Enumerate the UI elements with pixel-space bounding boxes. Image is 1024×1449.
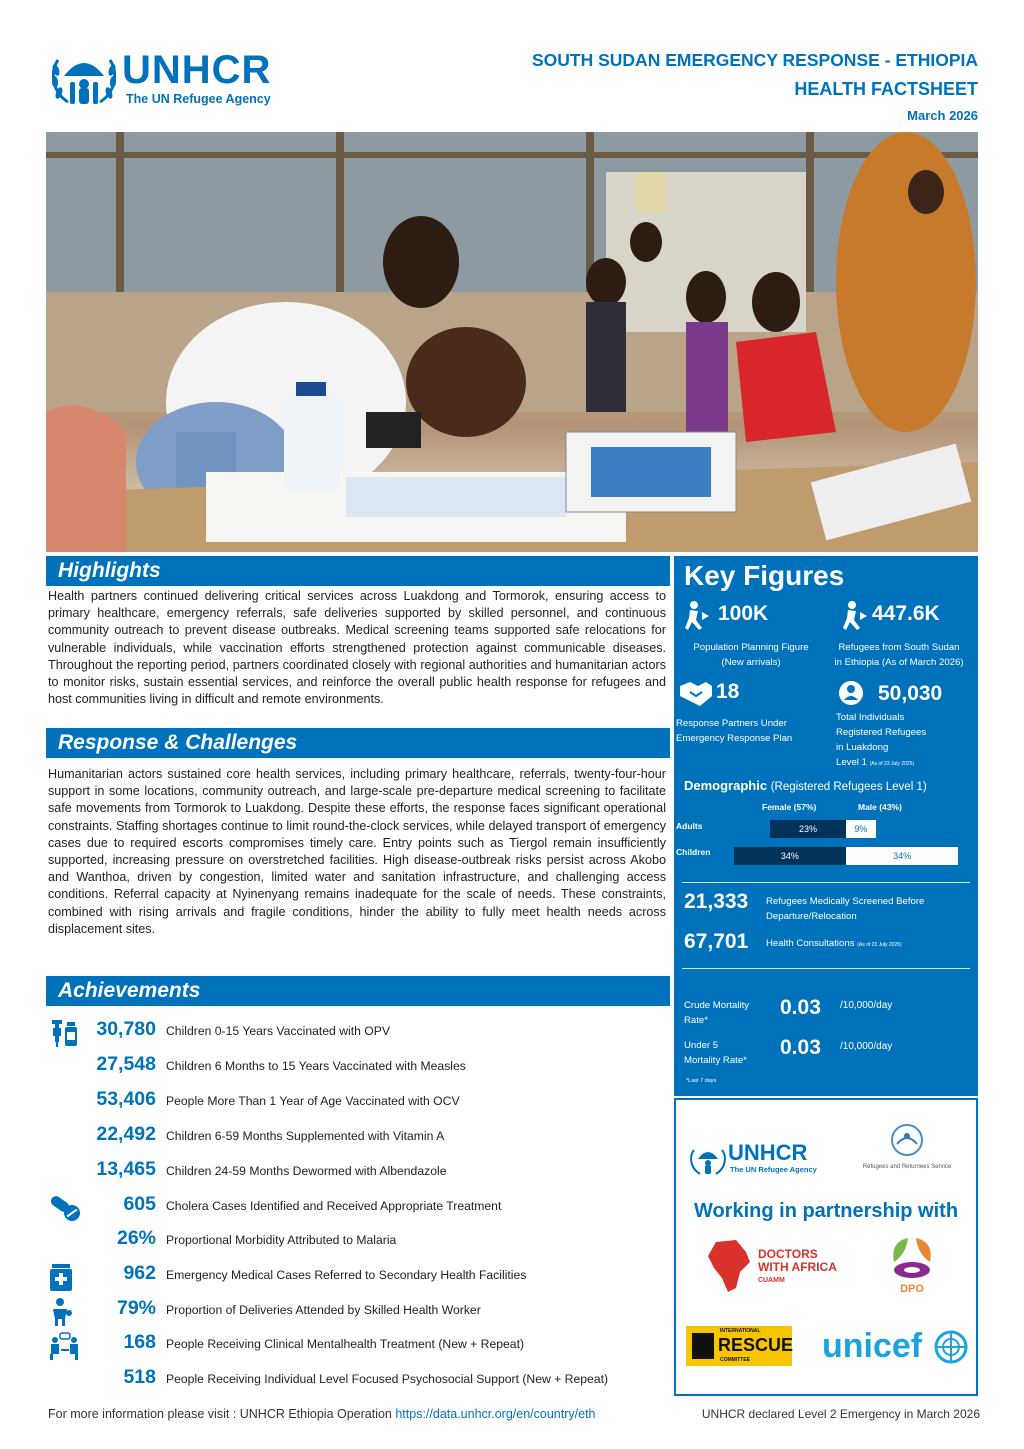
demographic-subheading: (Registered Refugees Level 1) [770, 781, 927, 793]
document-date: March 2026 [907, 108, 978, 123]
refugees-in-ethiopia-label [820, 640, 978, 670]
under5-mortality-value: 0.03 [780, 1036, 821, 1059]
achievement-label: People Receiving Clinical Mentalhealth Treatment (New + Repeat) [166, 1337, 525, 1351]
irc-small-text2: COMMITTEE [720, 1357, 750, 1363]
screened-label-line1: Refugees Medically Screened Before [766, 896, 925, 907]
achievement-item [46, 1191, 670, 1225]
africa-map-icon [706, 1238, 752, 1294]
unhcr-logo [48, 46, 298, 110]
achievement-item [46, 1295, 670, 1329]
footer-emergency-note: UNHCR declared Level 2 Emergency in March 2026 [701, 1407, 980, 1421]
document-header [532, 48, 978, 126]
under5-mortality-unit: /10,000/day [840, 1041, 893, 1052]
registered-label-line1: Total Individuals [836, 712, 905, 723]
achievement-label: Proportional Morbidity Attributed to Malaria [166, 1233, 397, 1247]
irc-small-text: INTERNATIONAL [720, 1328, 761, 1334]
planning-figure-value: 100K [718, 602, 769, 625]
document-title: SOUTH SUDAN EMERGENCY RESPONSE - ETHIOPIA [532, 50, 978, 70]
screened-value: 21,333 [684, 890, 749, 913]
dpo-emblem-icon [886, 1234, 938, 1282]
partners-panel [674, 1098, 978, 1396]
achievement-label: Proportion of Deliveries Attended by Skilled Health Worker [166, 1303, 481, 1317]
planning-figure-label [676, 640, 826, 670]
key-figures-title: Key Figures [684, 560, 845, 591]
planning-figure-label-line2: (New arrivals) [721, 657, 781, 668]
achievement-label: Children 6 Months to 15 Years Vaccinated with Measles [166, 1059, 466, 1073]
irc-text: RESCUE [718, 1335, 794, 1355]
footer-info [48, 1407, 596, 1421]
handshake-icon [678, 678, 714, 708]
demographic-title [684, 778, 927, 793]
registered-refugees-label [836, 710, 978, 772]
response-text: Humanitarian actors sustained core health services, including primary healthcare, referrals, twenty-four-hour support in some locations, community outreach, and large-scale pre-departure medical screening to facilitate safe movements from Tormorok to Luakdong. Despite these efforts, the response faces significant operational constraints. Staffing shortages continue to limit round-the-clock services, while delayed transport of emergency cases due to required escorts compromises timely care. Entry points such as Tiergol remain insufficiently supported, increasing pressure on overstretched facilities. High disease-outbreak risks persist across Akobo and Wanthoa, driven by congestion, limited water and sanitation infrastructure, and challenging access conditions. Referral capacity at Nyinenyang remains inadequate for the scale of needs. These constraints, combined with rising arrivals and fragile conditions, hinder the ability to fully meet health needs across displacement sites. [48, 767, 666, 936]
registered-label-line4 [836, 755, 978, 772]
achievements-header: Achievements [46, 976, 670, 1006]
irc-mark-icon [692, 1333, 714, 1359]
achievement-item [46, 1051, 670, 1085]
refugees-label-line2: in Ethiopia (As of March 2026) [834, 657, 964, 668]
achievement-item [46, 1260, 670, 1294]
highlights-text: Health partners continued delivering critical services across Luakdong and Tormorok, ensuring access to primary healthcare, emergency referrals, safe deliveries supported by skilled personnel, and continuous community outreach to prevent disease outbreaks. Medical screening teams supported safe relocations for vulnerable individuals, while vaccination efforts strengthened protection against communicable diseases. Throughout the reporting period, partners coordinated closely with regional authorities and humanitarian actors to monitor risks, sustain essential services, and reinforce the overall public health response for refugees and host communities living in difficult and remote environments. [48, 589, 666, 707]
achievement-label: Children 0-15 Years Vaccinated with OPV [166, 1024, 391, 1038]
cuamm-logo [706, 1238, 846, 1294]
crude-mortality-unit: /10,000/day [840, 1000, 893, 1011]
partners-label-line1: Response Partners Under [676, 718, 787, 729]
demographic-heading: Demographic [684, 778, 768, 793]
achievement-value: 27,548 [96, 1053, 156, 1075]
consultations-note: (As of 23 July 2025) [857, 942, 902, 948]
unhcr-name: UNHCR [122, 48, 272, 92]
crude-mortality-label-line2: Rate* [684, 1015, 708, 1026]
dpo-text: DPO [900, 1283, 924, 1295]
unhcr-partner-sub: The UN Refugee Agency [730, 1165, 817, 1174]
unhcr-partner-name: UNHCR [728, 1140, 808, 1165]
unicef-emblem-icon [934, 1330, 968, 1364]
crude-mortality-value: 0.03 [780, 996, 821, 1019]
document-subtitle: HEALTH FACTSHEET [794, 79, 978, 99]
crude-mortality-label [684, 998, 774, 1028]
screened-label-line2: Departure/Relocation [766, 911, 857, 922]
achievement-item [46, 1156, 670, 1190]
consultations-label-text: Health Consultations [766, 938, 855, 949]
registered-label-line3: in Luakdong [836, 742, 889, 753]
screened-label [766, 894, 966, 924]
cover-photo-illustration [46, 132, 978, 552]
divider [682, 882, 970, 883]
male-legend: Male (43%) [858, 802, 902, 812]
running-person-icon [676, 600, 710, 632]
irc-logo [686, 1326, 792, 1366]
unhcr-subtitle: The UN Refugee Agency [126, 92, 271, 106]
planning-figure-label-line1: Population Planning Figure [693, 642, 809, 653]
counseling-icon [48, 1331, 82, 1361]
partners-label-line2: Emergency Response Plan [676, 733, 793, 744]
pills-icon [48, 1193, 82, 1223]
refugees-label-line1: Refugees from South Sudan [838, 642, 960, 653]
under5-mortality-label [684, 1038, 774, 1068]
vaccine-icon [48, 1018, 82, 1048]
achievement-item [46, 1121, 670, 1155]
mortality-footnote: *Last 7 days [686, 1078, 717, 1084]
cuamm-line3: CUAMM [758, 1277, 785, 1284]
crude-mortality-label-line1: Crude Mortality [684, 1000, 750, 1011]
unhcr-partner-logo [688, 1140, 838, 1180]
achievement-value: 605 [123, 1193, 156, 1215]
registered-label-line2: Registered Refugees [836, 727, 927, 738]
under5-label-line1: Under 5 [684, 1040, 719, 1051]
achievement-value: 26% [116, 1227, 156, 1249]
registered-level: Level 1 [836, 757, 867, 768]
children-male-bar: 34% [846, 847, 958, 865]
achievement-item [46, 1016, 670, 1050]
registered-note: (As of 23 July 2025) [869, 761, 915, 767]
achievement-value: 79% [116, 1297, 156, 1319]
achievement-value: 168 [123, 1331, 156, 1353]
response-partners-label [676, 716, 826, 746]
achievement-value: 53,406 [96, 1088, 156, 1110]
highlights-header: Highlights [46, 556, 670, 586]
cuamm-line2: WITH AFRICA [758, 1260, 837, 1274]
registered-refugees-value: 50,030 [878, 682, 943, 705]
achievement-label: Cholera Cases Identified and Received Appropriate Treatment [166, 1199, 502, 1213]
response-header: Response & Challenges [46, 728, 670, 758]
footer-link[interactable]: https://data.unhcr.org/en/country/eth [395, 1407, 596, 1421]
unhcr-emblem-icon [48, 46, 120, 110]
unicef-logo [822, 1324, 972, 1368]
achievement-label: People More Than 1 Year of Age Vaccinated with OCV [166, 1094, 460, 1108]
under5-label-line2: Mortality Rate* [684, 1055, 747, 1066]
partnership-title: Working in partnership with [693, 1200, 959, 1222]
achievement-value: 962 [123, 1262, 156, 1284]
rrs-text: Refugees and Returnees Service [862, 1164, 952, 1170]
refugees-in-ethiopia-value: 447.6K [872, 602, 940, 625]
achievement-label: People Receiving Individual Level Focused Psychosocial Support (New + Repeat) [166, 1372, 609, 1386]
cuamm-line1: DOCTORS [758, 1247, 818, 1261]
achievement-value: 518 [123, 1366, 156, 1388]
person-icon [838, 680, 864, 706]
achievement-value: 13,465 [96, 1158, 156, 1180]
hospital-icon [48, 1262, 82, 1292]
achievement-item [46, 1225, 670, 1259]
achievement-label: Children 6-59 Months Supplemented with Vitamin A [166, 1129, 445, 1143]
consultations-label [766, 936, 976, 953]
achievement-label: Emergency Medical Cases Referred to Secondary Health Facilities [166, 1268, 527, 1282]
cover-photo [46, 132, 978, 552]
adults-row-label: Adults [676, 821, 703, 831]
children-female-bar: 34% [734, 847, 846, 865]
achievement-value: 22,492 [96, 1123, 156, 1145]
rrs-emblem-icon [889, 1122, 925, 1158]
dpo-logo [882, 1234, 942, 1298]
achievement-label: Children 24-59 Months Dewormed with Albendazole [166, 1164, 447, 1178]
cuamm-text [758, 1248, 837, 1287]
achievement-value: 30,780 [96, 1018, 156, 1040]
children-row-label: Children [676, 847, 711, 857]
adults-male-bar: 9% [846, 820, 876, 838]
consultations-value: 67,701 [684, 930, 749, 953]
response-partners-value: 18 [716, 680, 740, 703]
footer-info-text: For more information please visit : UNHCR Ethiopia Operation [48, 1407, 396, 1421]
achievement-item [46, 1086, 670, 1120]
adults-female-bar: 23% [770, 820, 846, 838]
unicef-text: unicef [822, 1327, 923, 1365]
rrs-logo [852, 1122, 962, 1182]
achievement-item [46, 1364, 670, 1398]
female-legend: Female (57%) [762, 802, 817, 812]
achievement-item [46, 1329, 670, 1363]
unhcr-emblem-small-icon [688, 1142, 728, 1178]
running-person-icon [834, 600, 868, 632]
key-figures-panel [674, 556, 978, 1096]
divider [682, 968, 970, 969]
mother-child-icon [48, 1297, 82, 1327]
